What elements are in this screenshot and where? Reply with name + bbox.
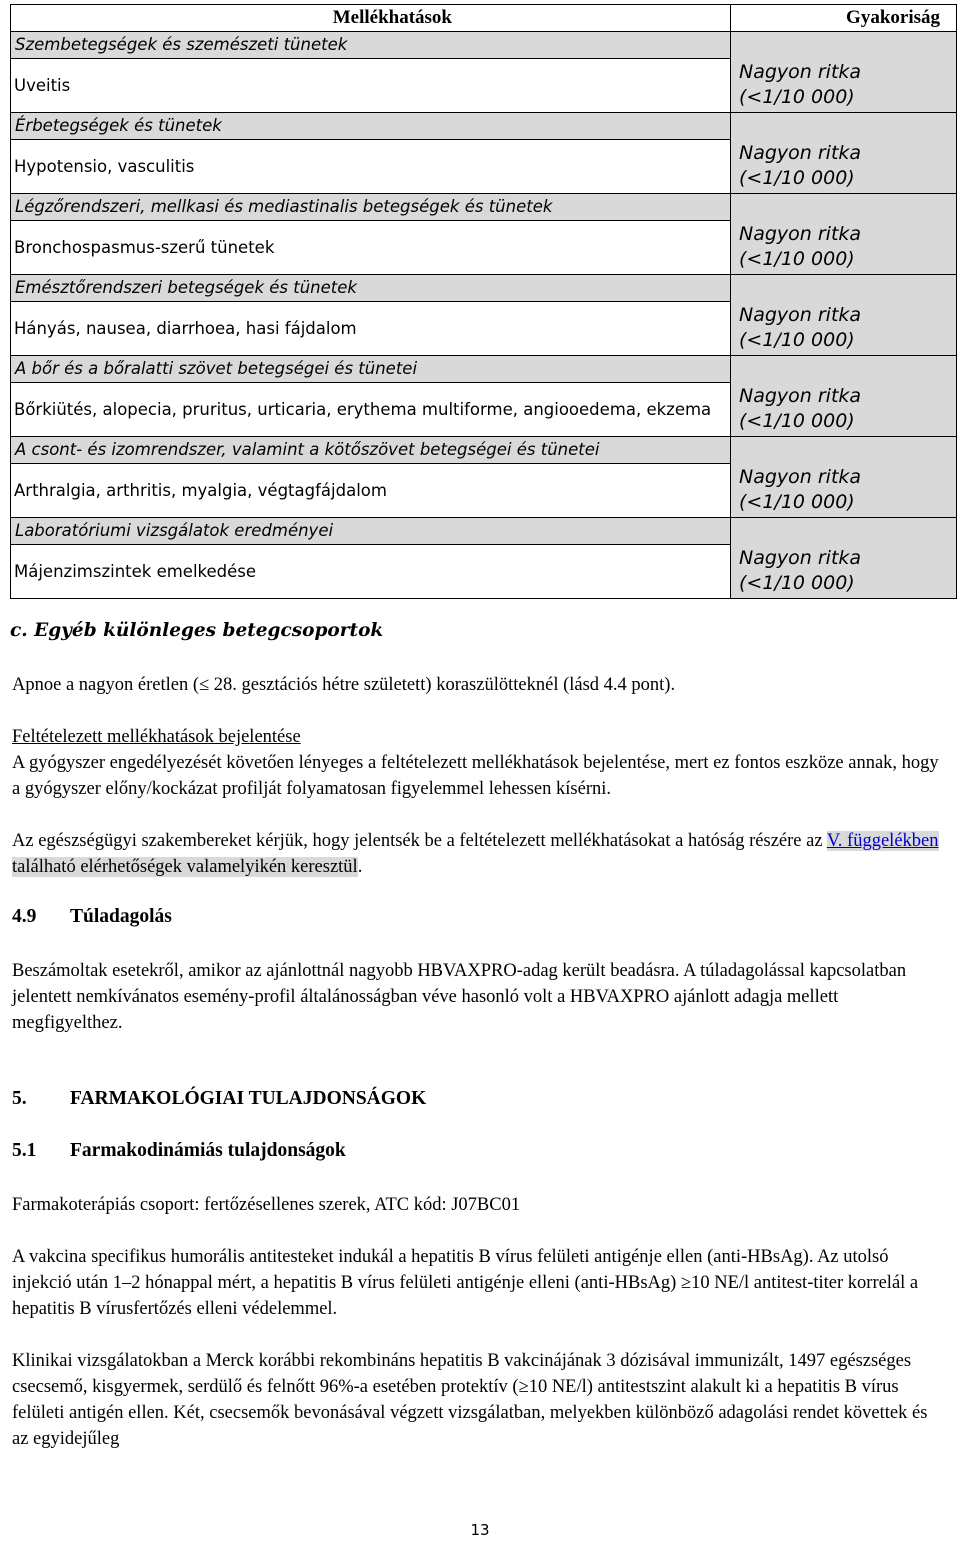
frequency-cell	[731, 113, 957, 194]
term-cell: Bőrkiütés, alopecia, pruritus, urticaria, erythema multiforme, angiooedema, ekzema	[11, 383, 731, 437]
reporting-text-end: .	[357, 857, 363, 877]
le-symbol: ≤	[198, 675, 210, 695]
header-effects: Mellékhatások	[11, 5, 731, 32]
header-frequency: Gyakoriság	[731, 5, 957, 32]
atc-group-paragraph: Farmakoterápiás csoport: fertőzésellenes szerek, ATC kód: J07BC01	[12, 1195, 521, 1215]
reporting-paragraph-2	[12, 828, 942, 880]
frequency-label: Nagyon ritka	[739, 61, 862, 83]
term-cell: Arthralgia, arthritis, myalgia, végtagfájdalom	[11, 464, 731, 518]
reporting-text-before: Az egészségügyi szakembereket kérjük, hogy jelentsék be a feltételezett mellékhatásokat a hatóság részére az	[12, 831, 827, 851]
page-number: 13	[470, 1521, 490, 1539]
frequency-label: Nagyon ritka	[739, 304, 862, 326]
frequency-cell	[731, 275, 957, 356]
heading-overdose-number: 4.9	[12, 906, 37, 927]
category-row	[11, 113, 957, 140]
term-cell: Hányás, nausea, diarrhoea, hasi fájdalom	[11, 302, 731, 356]
frequency-cell	[731, 32, 957, 113]
apnoe-text-before: Apnoe a nagyon éretlen (	[12, 675, 199, 695]
category-cell: Érbetegségek és tünetek	[11, 113, 731, 140]
frequency-label: Nagyon ritka	[739, 223, 862, 245]
heading-pharm-number: 5.	[12, 1088, 27, 1109]
pharmdyn-p2-before: Klinikai vizsgálatokban a Merck korábbi rekombináns hepatitis B vakcinájának 3 dózisával immunizált, 1497 egészséges csecsemő, kisgyermek, serdülő és felnőtt 96%-a esetében protektív (	[12, 1351, 912, 1397]
reporting-title: Feltételezett mellékhatások bejelentése	[12, 727, 301, 747]
adverse-effects-table	[10, 4, 957, 599]
frequency-label: Nagyon ritka	[739, 466, 862, 488]
frequency-range: (<1/10 000)	[739, 410, 855, 432]
category-cell: Szembetegségek és szemészeti tünetek	[11, 32, 731, 59]
category-cell: Laboratóriumi vizsgálatok eredményei	[11, 518, 731, 545]
frequency-range: (<1/10 000)	[739, 167, 855, 189]
table-header-row	[11, 5, 957, 32]
reporting-text-after: található elérhetőségek valamelyikén keresztül	[12, 857, 358, 877]
category-row	[11, 32, 957, 59]
apnoe-text-after: 28. gesztációs hétre született) koraszülötteknél (lásd 4.4 pont).	[209, 675, 676, 695]
frequency-label: Nagyon ritka	[739, 547, 862, 569]
heading-pharmacodynamic	[12, 1140, 346, 1162]
pharmdyn-paragraph-2	[12, 1348, 942, 1452]
heading-pharmacological	[12, 1088, 426, 1110]
frequency-range: (<1/10 000)	[739, 86, 855, 108]
table-body	[11, 32, 957, 599]
term-cell: Májenzimszintek emelkedése	[11, 545, 731, 599]
category-row	[11, 518, 957, 545]
frequency-label: Nagyon ritka	[739, 142, 862, 164]
ge-symbol-2: ≥	[518, 1377, 529, 1397]
frequency-range: (<1/10 000)	[739, 572, 855, 594]
pharmdyn-p1-after: 10 NE/l antitest-titer korrelál a hepatitis B vírusfertőzés elleni védelemmel.	[12, 1273, 919, 1319]
term-cell: Bronchospasmus-szerű tünetek	[11, 221, 731, 275]
pharmdyn-paragraph-1	[12, 1244, 942, 1322]
heading-overdose	[12, 906, 172, 928]
heading-pharm-title: FARMAKOLÓGIAI TULAJDONSÁGOK	[70, 1088, 427, 1109]
category-row	[11, 437, 957, 464]
pharmdyn-p1-before: A vakcina specifikus humorális antitesteket indukál a hepatitis B vírus felületi antigénje ellen (anti-HBsAg). Az utolsó injekció után 1–2 hónappal mért, a hepatitis B vírus felületi antigénje elleni (anti-HBsAg)	[12, 1247, 889, 1293]
ge-symbol-1: ≥	[680, 1273, 692, 1293]
section-c-title: c. Egyéb különleges betegcsoportok	[10, 620, 384, 641]
overdose-paragraph: Beszámoltak esetekről, amikor az ajánlottnál nagyobb HBVAXPRO-adag került beadásra. A túladagolással kapcsolatban jelentett nemkívánatos esemény-profil általánosságban véve hasonló volt a HBVAXPRO ajánlott adagja mellett megfigyelthez.	[12, 961, 907, 1033]
category-row	[11, 356, 957, 383]
frequency-cell	[731, 437, 957, 518]
heading-overdose-title: Túladagolás	[70, 906, 172, 927]
frequency-cell	[731, 518, 957, 599]
page	[10, 4, 956, 599]
frequency-cell	[731, 356, 957, 437]
heading-pharmdyn-number: 5.1	[12, 1140, 37, 1161]
term-cell: Hypotensio, vasculitis	[11, 140, 731, 194]
pharmdyn-p2-after: 10 NE/l) antitestszint alakult ki a hepatitis B vírus felületi antigén ellen. Két, csecsemők bevonásával végzett vizsgálatban, melyekben különböző adagolási rendet követtek és az egyidejűleg	[12, 1377, 928, 1449]
category-cell: A bőr és a bőralatti szövet betegségei és tünetei	[11, 356, 731, 383]
category-cell: A csont- és izomrendszer, valamint a kötőszövet betegségei és tünetei	[11, 437, 731, 464]
frequency-label: Nagyon ritka	[739, 385, 862, 407]
frequency-range: (<1/10 000)	[739, 248, 855, 270]
category-row	[11, 194, 957, 221]
category-cell: Légzőrendszeri, mellkasi és mediastinalis betegségek és tünetek	[11, 194, 731, 221]
category-row	[11, 275, 957, 302]
reporting-paragraph-1: A gyógyszer engedélyezését követően lényeges a feltételezett mellékhatások bejelentése, mert ez fontos eszköze annak, hogy a gyógyszer előny/kockázat profilját folyamatosan figyelemmel lehessen kísérni.	[12, 753, 939, 799]
frequency-range: (<1/10 000)	[739, 329, 855, 351]
appendix-link[interactable]: V. függelékben	[826, 831, 939, 851]
frequency-range: (<1/10 000)	[739, 491, 855, 513]
category-cell: Emésztőrendszeri betegségek és tünetek	[11, 275, 731, 302]
term-cell: Uveitis	[11, 59, 731, 113]
apnoe-paragraph	[12, 672, 942, 698]
heading-pharmdyn-title: Farmakodinámiás tulajdonságok	[70, 1140, 346, 1161]
frequency-cell	[731, 194, 957, 275]
